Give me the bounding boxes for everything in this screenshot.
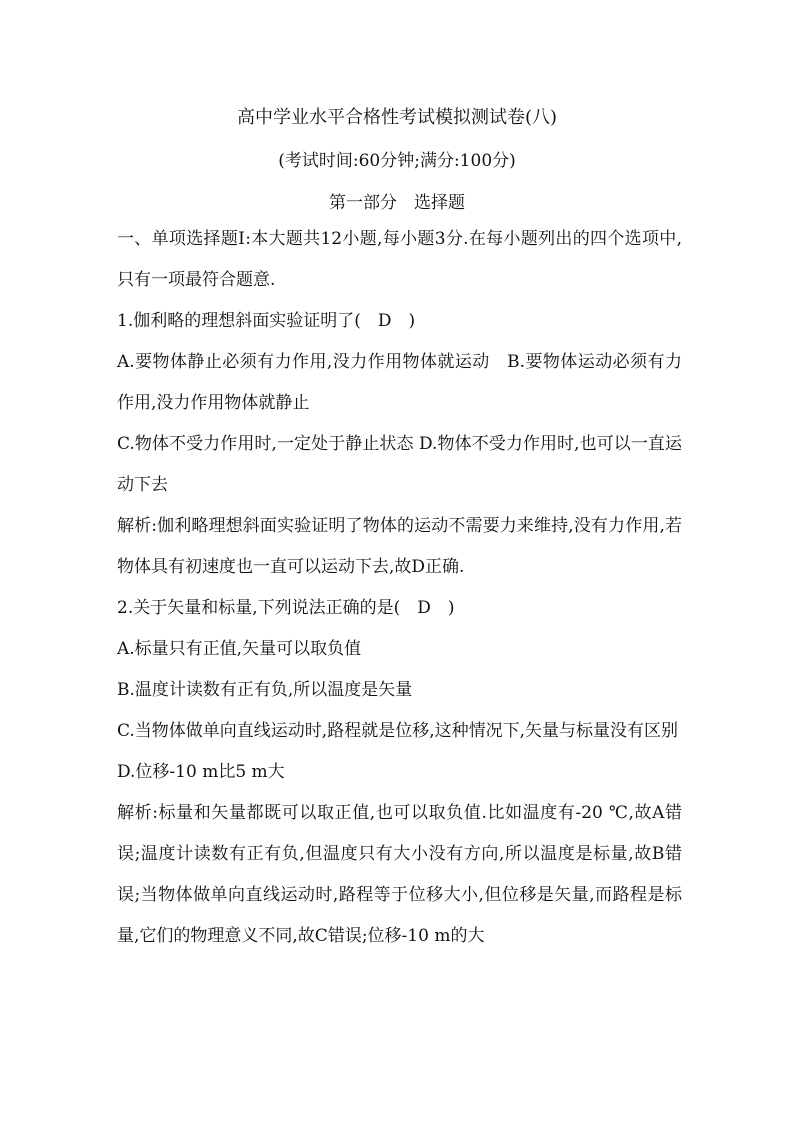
question-2-option-c: C.当物体做单向直线运动时,路程就是位移,这种情况下,矢量与标量没有区别 xyxy=(117,721,679,741)
question-1-options-cd: C.物体不受力作用时,一定处于静止状态 D.物体不受力作用时,也可以一直运动下去 xyxy=(117,434,682,495)
question-2-option-d: D.位移-10 m比5 m大 xyxy=(117,762,285,782)
exam-subtitle: (考试时间:60分钟;满分:100分) xyxy=(278,151,516,171)
question-2-stem: 2.关于矢量和标量,下列说法正确的是( D ) xyxy=(117,598,455,618)
instructions-paragraph: 一、单项选择题Ⅰ:本大题共12小题,每小题3分.在每小题列出的四个选项中,只有一项最符合题意. xyxy=(117,229,682,290)
exam-title: 高中学业水平合格性考试模拟测试卷(八) xyxy=(236,107,558,128)
question-2-analysis: 解析:标量和矢量都既可以取正值,也可以取负值.比如温度有-20 ℃,故A错误;温度计读数有正有负,但温度只有大小没有方向,所以温度是标量,故B错误;当物体做单向直线运动时,路程等于位移大小,但位移是矢量,而路程是标量,它们的物理意义不同,故C错误;位移-10 m的大 xyxy=(117,803,682,946)
question-1-stem: 1.伽利略的理想斜面实验证明了( D ) xyxy=(117,311,416,331)
question-1-analysis: 解析:伽利略理想斜面实验证明了物体的运动不需要力来维持,没有力作用,若物体具有初速度也一直可以运动下去,故D正确. xyxy=(117,516,682,577)
question-content xyxy=(117,219,682,957)
question-2-option-b: B.温度计读数有正有负,所以温度是矢量 xyxy=(117,680,413,700)
section-title: 第一部分 选择题 xyxy=(329,193,465,213)
question-2-option-a: A.标量只有正值,矢量可以取负值 xyxy=(117,639,362,659)
question-1-options-ab: A.要物体静止必须有力作用,没力作用物体就运动 B.要物体运动必须有力作用,没力作用物体就静止 xyxy=(117,352,682,413)
